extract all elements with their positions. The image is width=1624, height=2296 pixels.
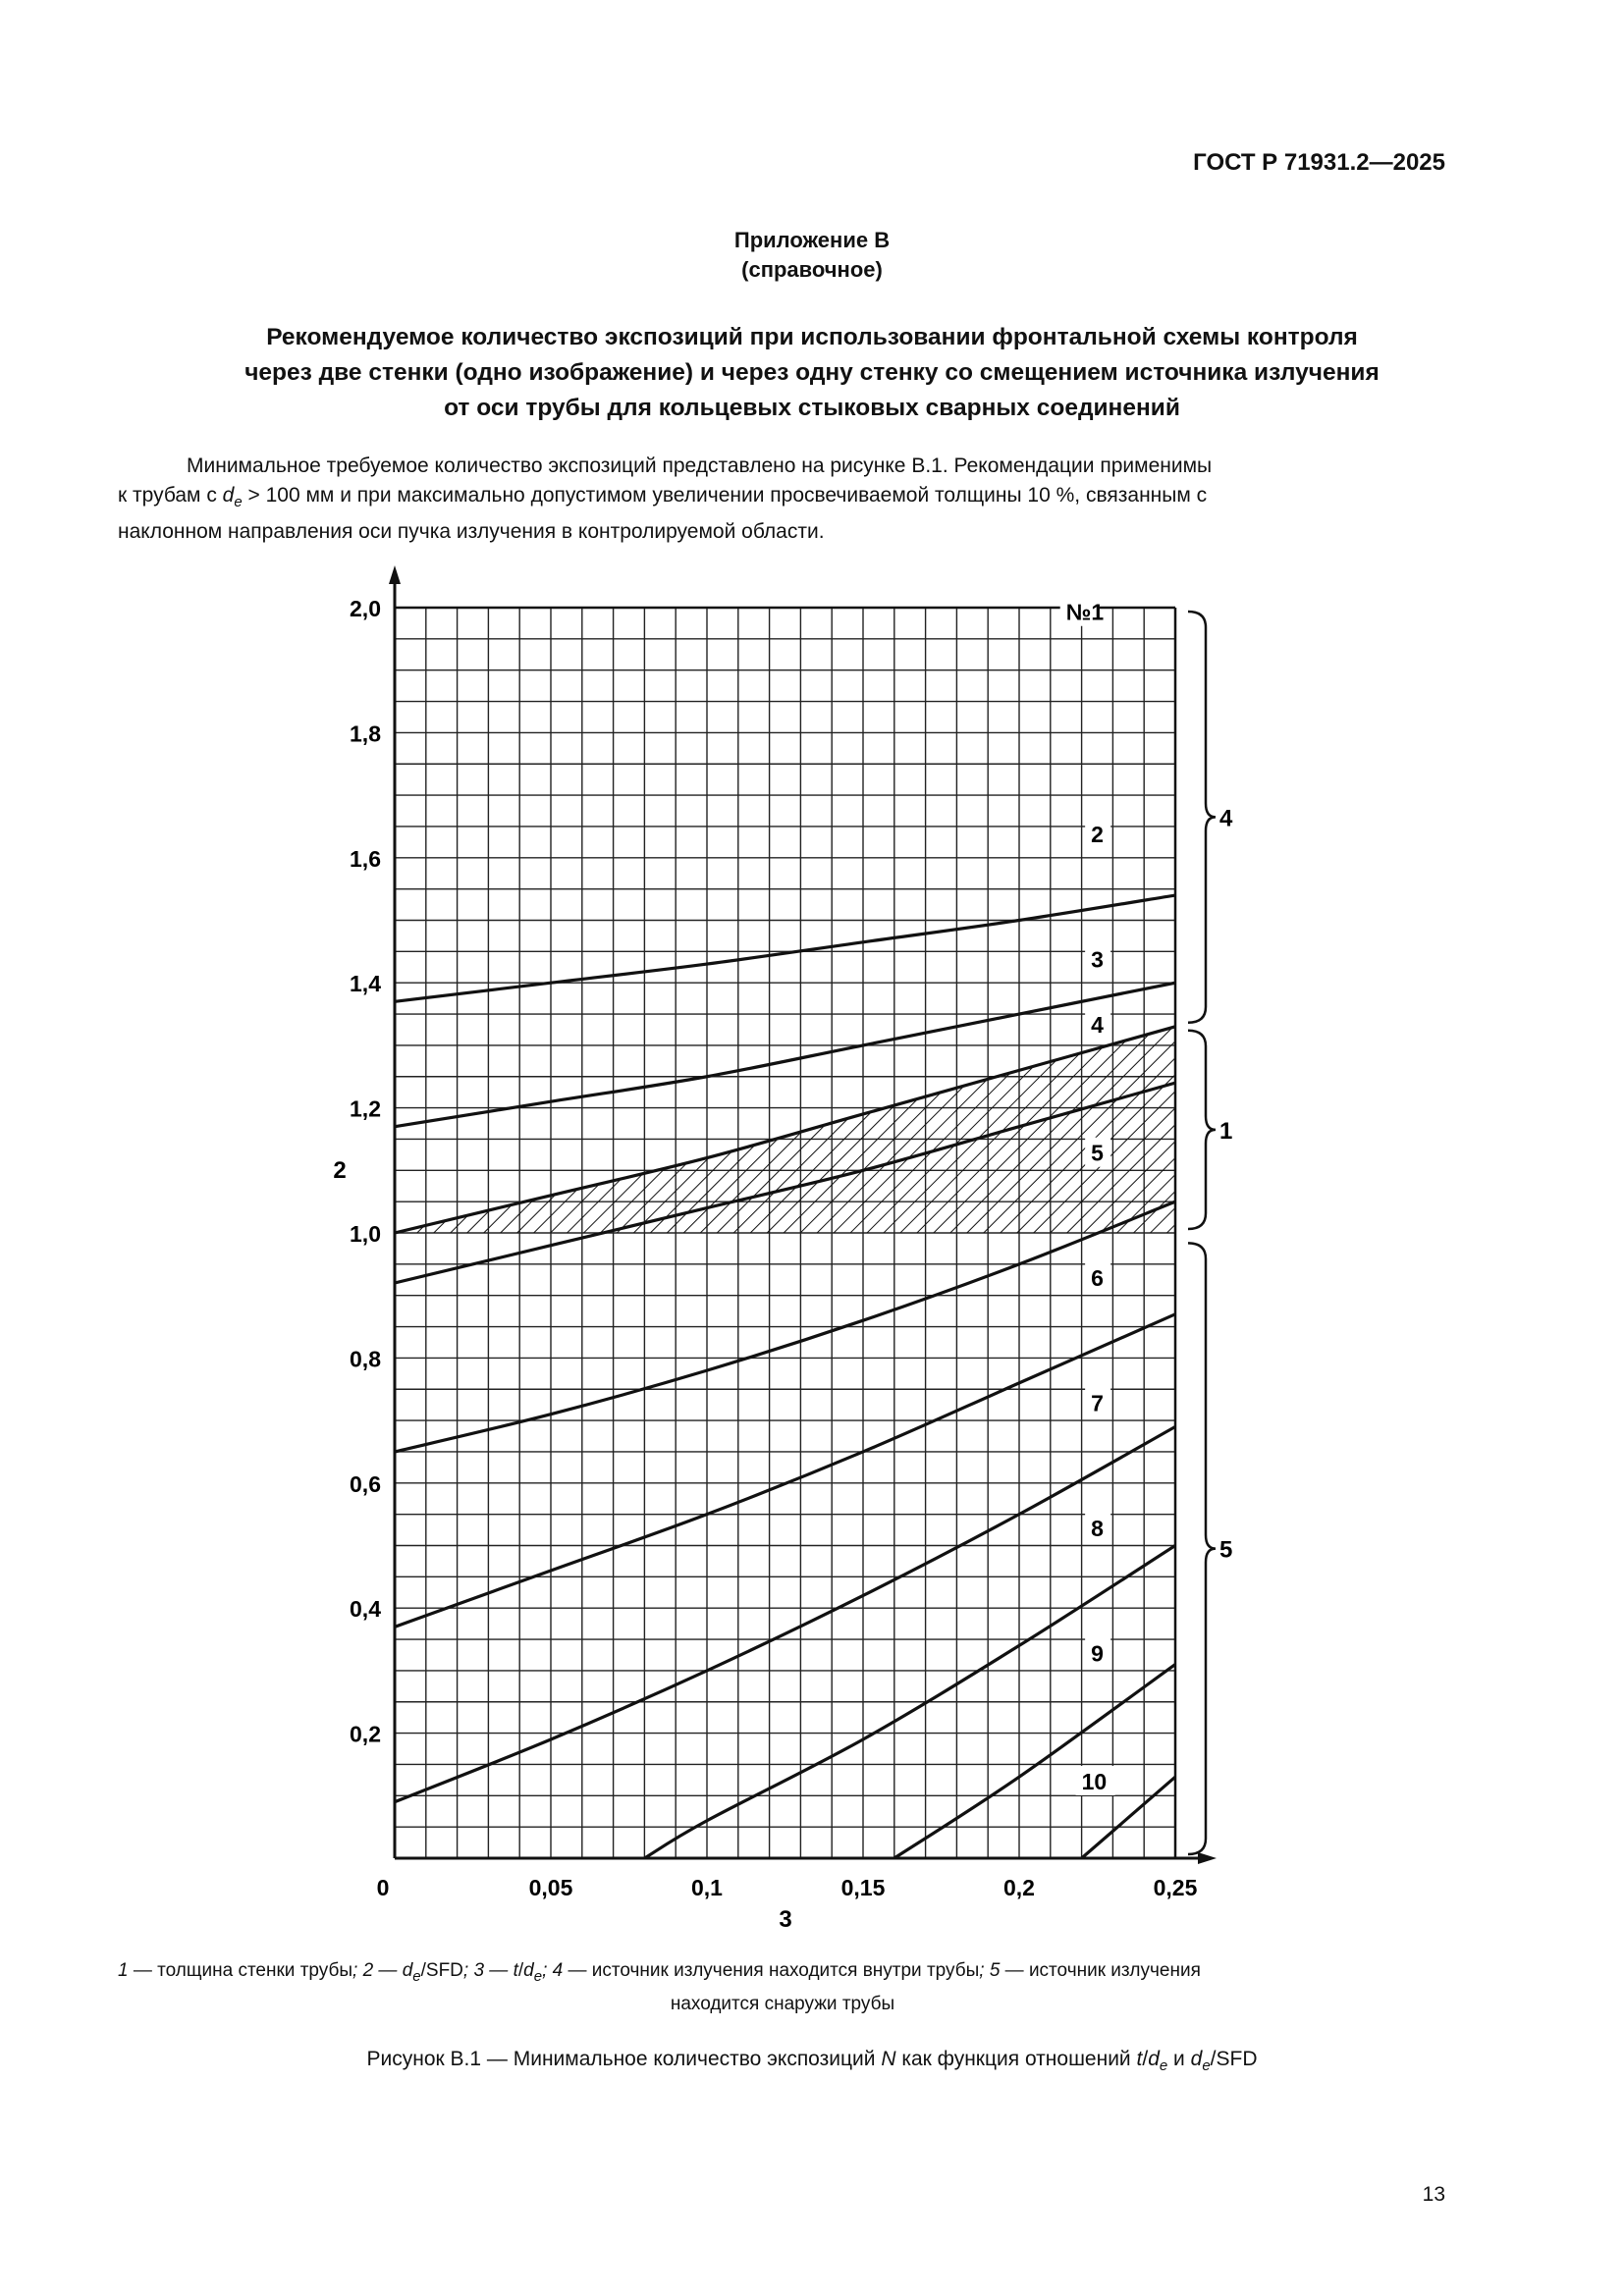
page-number: 13	[1422, 2183, 1445, 2206]
brace-1	[1188, 1031, 1216, 1229]
y-tick-label: 0,8	[350, 1346, 381, 1372]
legend-line	[118, 1957, 1447, 1991]
curve-label: 6	[1091, 1265, 1104, 1292]
symbol-d: d	[222, 484, 235, 507]
brace-5	[1188, 1243, 1216, 1854]
legend-item-num: ; 2 —	[352, 1960, 403, 1981]
title-line: Рекомендуемое количество экспозиций при использовании фронтальной схемы контроля	[266, 324, 1358, 350]
y-tick-label: 0,4	[350, 1596, 381, 1623]
brace-label: 4	[1219, 805, 1233, 832]
series-line-7	[395, 1314, 1175, 1628]
annex-status: (справочное)	[741, 257, 883, 282]
legend-item-num: ; 3 —	[462, 1960, 514, 1981]
chart-curves	[395, 895, 1175, 1858]
y-tick-label: 1,0	[350, 1221, 381, 1247]
annex-title: Приложение В	[733, 228, 891, 252]
legend-item-num: ; 5	[979, 1960, 1001, 1981]
intro-line: Минимальное требуемое количество экспозиций представлено на рисунке В.1. Рекомендации применимы	[187, 454, 1213, 477]
y-tick-label: 2,0	[350, 596, 381, 621]
caption-text: как функция отношений	[895, 2048, 1137, 2070]
y-axis-label: 2	[333, 1157, 347, 1184]
subscript-e: e	[412, 1968, 421, 1985]
intro-text: к трубам с	[118, 484, 223, 507]
x-tick-label: 0,2	[1003, 1875, 1035, 1900]
slash: /	[517, 1960, 524, 1981]
figure-caption	[0, 2048, 1624, 2074]
x-axis-arrow	[1198, 1852, 1217, 1864]
x-tick-label: 0	[376, 1875, 390, 1900]
brace-4	[1188, 612, 1216, 1023]
y-tick-label: 1,4	[350, 971, 381, 997]
curve-label: 3	[1091, 946, 1104, 973]
curve-label: 10	[1081, 1768, 1108, 1794]
legend-text: — толщина стенки трубы	[128, 1960, 353, 1981]
curve-label: 2	[1091, 821, 1104, 847]
y-tick-label: 1,2	[350, 1095, 381, 1122]
symbol-t: t	[1136, 2048, 1143, 2070]
legend-item-num: ; 4	[542, 1960, 564, 1981]
subscript-e: e	[234, 494, 243, 510]
y-tick-label: 1,8	[350, 721, 381, 747]
y-tick-label: 1,6	[350, 845, 381, 872]
standard-number: ГОСТ Р 71931.2—2025	[1193, 149, 1445, 176]
y-axis-arrow	[389, 565, 401, 584]
legend-text: /SFD	[420, 1960, 463, 1981]
legend-item-num: 1	[118, 1960, 129, 1981]
figure-legend	[118, 1957, 1447, 2018]
title-line: от оси трубы для кольцевых стыковых сварных соединений	[444, 395, 1180, 421]
x-tick-label: 0,25	[1153, 1875, 1198, 1900]
braces	[1188, 612, 1233, 1854]
title-line: через две стенки (одно изображение) и через одну стенку со смещением источника излучения	[244, 359, 1380, 386]
symbol-d: d	[1148, 2048, 1160, 2070]
curve-label: 7	[1091, 1390, 1104, 1416]
y-tick-label: 0,2	[350, 1721, 381, 1747]
curve-label: №1	[1065, 599, 1105, 625]
subscript-e: e	[1202, 2057, 1211, 2074]
curve-label: 9	[1091, 1640, 1104, 1667]
x-tick-label: 0,1	[691, 1875, 723, 1900]
brace-label: 1	[1219, 1117, 1233, 1145]
symbol-t: t	[513, 1960, 518, 1981]
curve-label: 4	[1091, 1012, 1104, 1039]
symbol-d: d	[1190, 2048, 1203, 2070]
intro-line: наклонном направления оси пучка излучения в контролируемой области.	[118, 520, 825, 543]
caption-text: и	[1167, 2048, 1191, 2070]
curve-label: 5	[1091, 1140, 1104, 1166]
caption-text: Рисунок В.1 — Минимальное количество экспозиций	[366, 2048, 882, 2070]
curve-label: 8	[1091, 1515, 1104, 1541]
brace-label: 5	[1219, 1536, 1233, 1564]
subscript-e: e	[533, 1968, 543, 1985]
caption-text: /SFD	[1210, 2048, 1258, 2070]
symbol-n: N	[881, 2048, 896, 2070]
y-tick-labels	[350, 596, 381, 1747]
legend-text: — источник излучения	[1000, 1960, 1201, 1981]
y-tick-label: 0,6	[350, 1470, 381, 1497]
x-tick-label: 0,05	[528, 1875, 573, 1900]
series-line-2	[395, 895, 1175, 1001]
x-tick-label: 0,15	[840, 1875, 886, 1900]
subscript-e: e	[1159, 2057, 1168, 2074]
x-tick-labels	[377, 1875, 1198, 1900]
slash: /	[1142, 2048, 1149, 2070]
legend-text: — источник излучения находится внутри трубы	[563, 1960, 980, 1981]
intro-text: > 100 мм и при максимально допустимом увеличении просвечиваемой толщины 10 %, связанным с	[242, 484, 1208, 507]
series-line-10	[894, 1665, 1175, 1858]
legend-line: находится снаружи трубы	[670, 1994, 895, 2014]
x-axis-label: 3	[779, 1906, 792, 1933]
symbol-d: d	[523, 1960, 534, 1981]
symbol-d: d	[402, 1960, 413, 1981]
